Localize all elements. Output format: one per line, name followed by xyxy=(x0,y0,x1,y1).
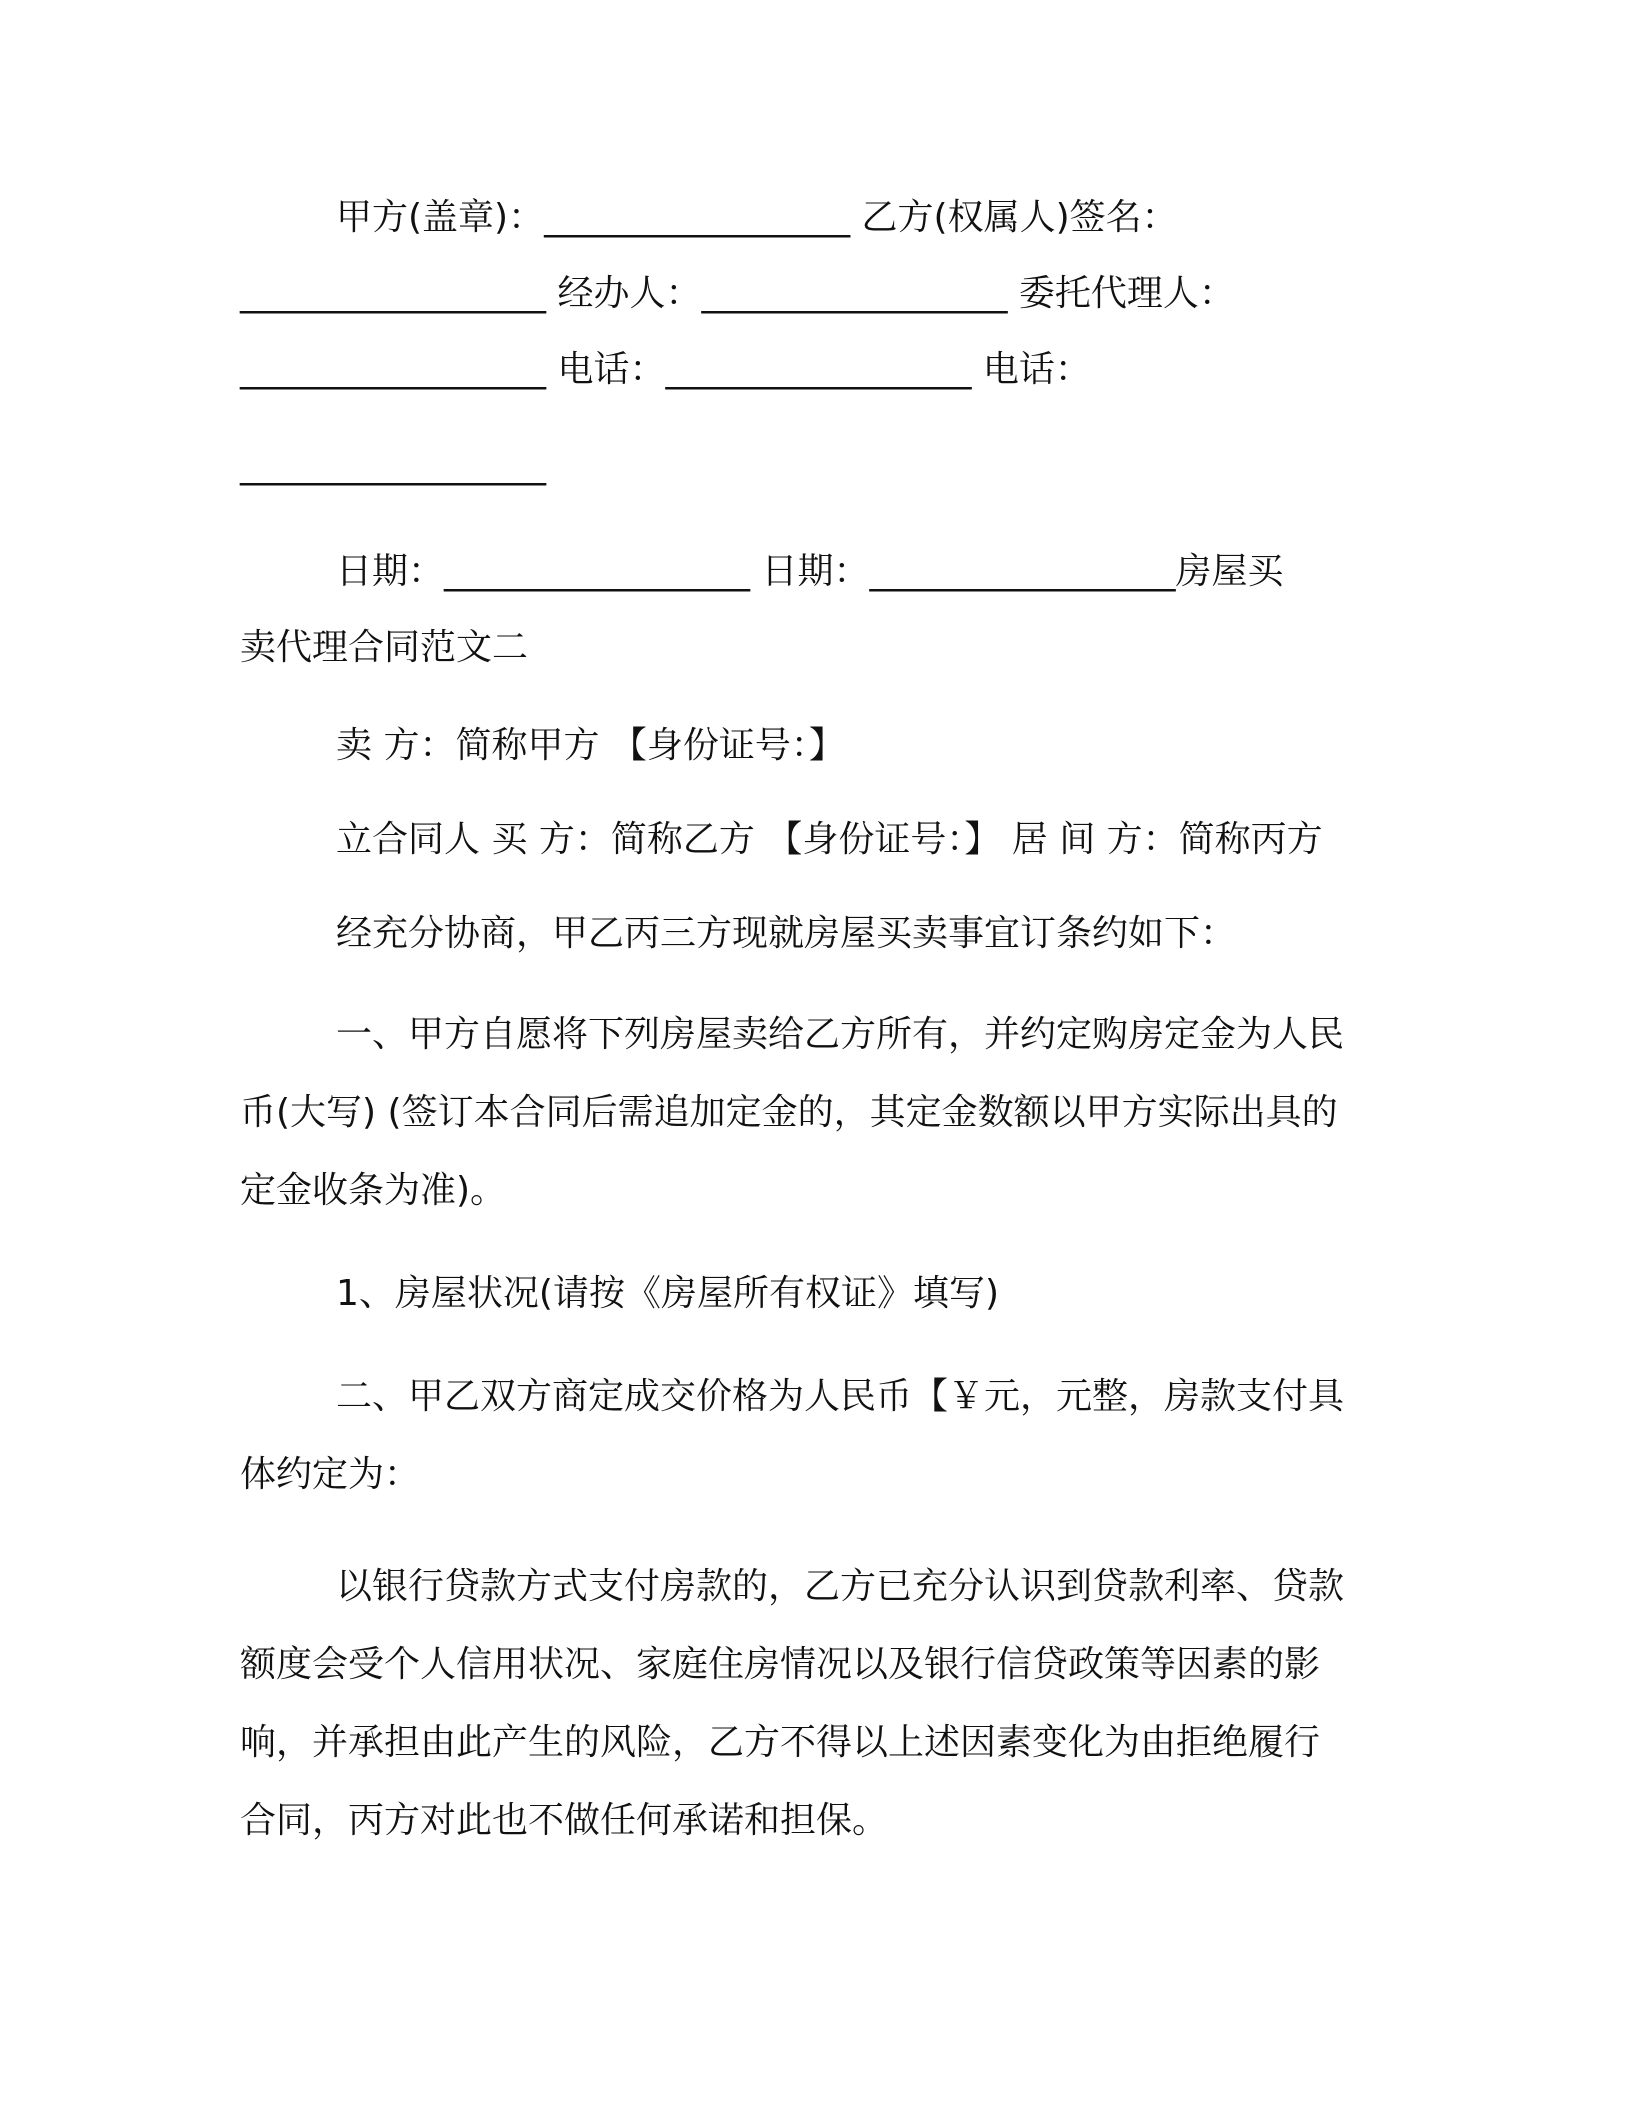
seller-line: 卖 方：简称甲方 【身份证号：】 xyxy=(336,725,845,766)
item-1-house-status: 1、房屋状况(请按《房屋所有权证》填写) xyxy=(336,1273,999,1314)
date-line-2: 卖代理合同范文二 xyxy=(240,627,529,668)
clause-2-line-2: 体约定为： xyxy=(240,1454,421,1495)
loan-clause-line-1: 以银行贷款方式支付房款的，乙方已充分认识到贷款利率、贷款 xyxy=(336,1566,1345,1607)
signature-line-2: _________________ 经办人：_________________ 委托代理人： xyxy=(240,273,1235,314)
clause-1-line-1: 一、甲方自愿将下列房屋卖给乙方所有，并约定购房定金为人民 xyxy=(336,1014,1345,1055)
loan-clause-line-4: 合同，丙方对此也不做任何承诺和担保。 xyxy=(240,1800,889,1841)
buyer-line: 立合同人 买 方：简称乙方 【身份证号：】 居 间 方：简称丙方 xyxy=(336,819,1323,860)
date-line-1: 日期：_________________ 日期：_________________房屋买 xyxy=(336,551,1284,592)
signature-line-1: 甲方(盖章)：_________________ 乙方(权属人)签名： xyxy=(336,197,1178,238)
clause-2-line-1: 二、甲乙双方商定成交价格为人民币【￥元，元整，房款支付具 xyxy=(336,1376,1345,1417)
signature-line-4: _________________ xyxy=(240,445,546,486)
intro-paragraph: 经充分协商，甲乙丙三方现就房屋买卖事宜订条约如下： xyxy=(336,913,1237,954)
signature-line-3: _________________ 电话：_________________ 电话： xyxy=(240,349,1091,390)
document-body xyxy=(240,180,1390,1860)
loan-clause-line-2: 额度会受个人信用状况、家庭住房情况以及银行信贷政策等因素的影 xyxy=(240,1644,1321,1685)
clause-1-line-3: 定金收条为准)。 xyxy=(240,1170,507,1211)
clause-1-line-2: 币(大写) (签订本合同后需追加定金的，其定金数额以甲方实际出具的 xyxy=(240,1092,1338,1133)
loan-clause-line-3: 响，并承担由此产生的风险，乙方不得以上述因素变化为由拒绝履行 xyxy=(240,1722,1321,1763)
